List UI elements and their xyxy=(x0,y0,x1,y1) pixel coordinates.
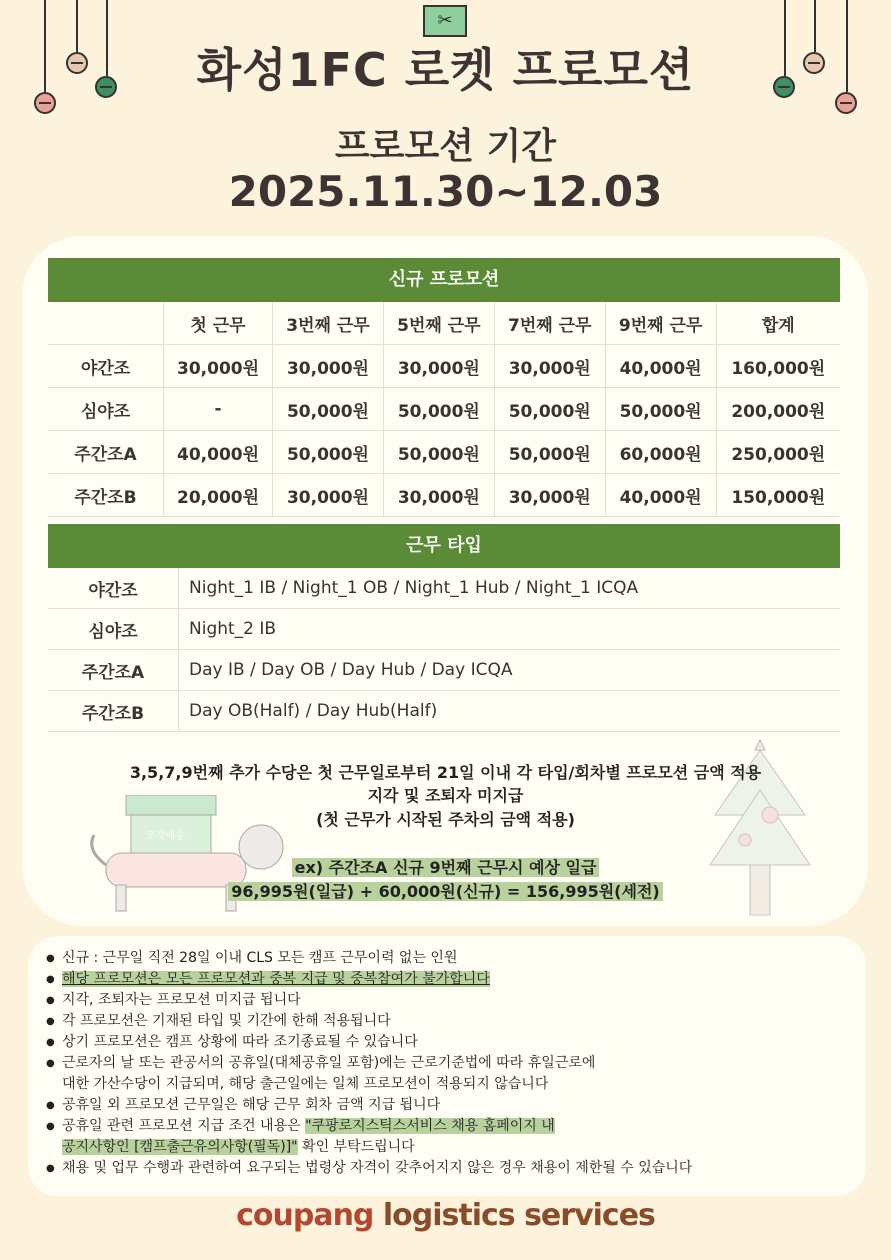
list-item xyxy=(46,948,846,969)
row-label: 야간조 xyxy=(48,345,164,388)
list-item xyxy=(46,1158,846,1179)
table-row xyxy=(48,345,840,388)
table-cell: 40,000원 xyxy=(164,431,273,474)
table-cell: 30,000원 xyxy=(164,345,273,388)
list-item xyxy=(46,1032,846,1053)
example-text: ex) 주간조A 신규 9번째 근무시 예상 일급 xyxy=(292,858,600,877)
note-line: (첫 근무가 시작된 주차의 금액 적용) xyxy=(316,810,575,829)
list-item xyxy=(46,1116,846,1158)
table-cell: Day IB / Day OB / Day Hub / Day ICQA xyxy=(179,650,841,691)
list-item-text: 공휴일 관련 프로모션 지급 조건 내용은 xyxy=(62,1118,306,1134)
table-cell: 250,000원 xyxy=(716,431,840,474)
table-cell: 30,000원 xyxy=(273,345,384,388)
table-cell: 60,000원 xyxy=(605,431,716,474)
list-item-text: 공지사항인 [캠프출근유의사항(필독)]" xyxy=(62,1139,298,1155)
table-row xyxy=(48,388,840,431)
table-cell: 40,000원 xyxy=(605,345,716,388)
table-row xyxy=(48,568,840,609)
example-line xyxy=(0,855,891,878)
table-cell: 50,000원 xyxy=(273,431,384,474)
row-label: 주간조A xyxy=(48,650,179,691)
list-item xyxy=(46,969,846,990)
table-cell: 50,000원 xyxy=(605,388,716,431)
table-cell: 50,000원 xyxy=(494,431,605,474)
column-header: 7번째 근무 xyxy=(494,302,605,345)
table-cell: Night_2 IB xyxy=(179,609,841,650)
table-cell: 20,000원 xyxy=(164,474,273,517)
column-header: 합계 xyxy=(716,302,840,345)
page-title: 화성1FC 로켓 프로모션 xyxy=(196,43,695,97)
column-header: 첫 근무 xyxy=(164,302,273,345)
table-cell: 30,000원 xyxy=(494,474,605,517)
row-label: 야간조 xyxy=(48,568,179,609)
table-row xyxy=(48,474,840,517)
row-label: 심야조 xyxy=(48,388,164,431)
row-label: 주간조A xyxy=(48,431,164,474)
list-item-text: 확인 부탁드립니다 xyxy=(297,1139,415,1155)
row-label: 주간조B xyxy=(48,691,179,732)
table-header-row xyxy=(48,302,840,345)
row-label: 심야조 xyxy=(48,609,179,650)
list-item xyxy=(46,1053,846,1095)
column-header: 3번째 근무 xyxy=(273,302,384,345)
work-type-table xyxy=(48,568,840,732)
table-cell: 30,000원 xyxy=(383,345,494,388)
list-item-text: 지각, 조퇴자는 프로모션 미지급 됩니다 xyxy=(62,992,301,1008)
table-row xyxy=(48,431,840,474)
notice-list xyxy=(46,948,846,1179)
note-line: 지각 및 조퇴자 미지급 xyxy=(367,786,524,805)
list-item-text: 공휴일 외 프로모션 근무일은 해당 근무 회차 금액 지급 됩니다 xyxy=(62,1097,441,1113)
list-item xyxy=(46,1095,846,1116)
work-type-section-title: 근무 타입 xyxy=(48,524,840,568)
list-item-text: "쿠팡로지스틱스서비스 채용 홈페이지 내 xyxy=(305,1118,555,1134)
promo-section-title: 신규 프로모션 xyxy=(48,258,840,302)
list-item xyxy=(46,1011,846,1032)
table-row xyxy=(48,650,840,691)
list-item-text: 상기 프로모션은 캠프 상황에 따라 조기종료될 수 있습니다 xyxy=(62,1034,418,1050)
column-header xyxy=(48,302,164,345)
column-header: 9번째 근무 xyxy=(605,302,716,345)
row-label: 주간조B xyxy=(48,474,164,517)
logo-word: coupang xyxy=(236,1198,374,1233)
table-cell: 30,000원 xyxy=(494,345,605,388)
table-cell: 200,000원 xyxy=(716,388,840,431)
table-cell: Day OB(Half) / Day Hub(Half) xyxy=(179,691,841,732)
gift-ribbon-icon: ✂ xyxy=(423,5,467,37)
example-line xyxy=(0,879,891,902)
table-cell: 50,000원 xyxy=(494,388,605,431)
list-item-text: 신규 : 근무일 직전 28일 이내 CLS 모든 캠프 근무이력 없는 인원 xyxy=(62,950,458,966)
table-cell: 50,000원 xyxy=(383,431,494,474)
table-cell: 50,000원 xyxy=(383,388,494,431)
table-row xyxy=(48,691,840,732)
promo-table xyxy=(48,302,840,517)
list-item xyxy=(46,990,846,1011)
table-cell: 30,000원 xyxy=(273,474,384,517)
table-cell: 160,000원 xyxy=(716,345,840,388)
table-cell: 50,000원 xyxy=(273,388,384,431)
table-cell: 150,000원 xyxy=(716,474,840,517)
list-item-text: 해당 프로모션은 모든 프로모션과 중복 지급 및 중복참여가 불가합니다 xyxy=(62,971,490,987)
list-item-text: 채용 및 업무 수행과 관련하여 요구되는 법령상 자격이 갖추어지지 않은 경우 채용이 제한될 수 있습니다 xyxy=(62,1160,693,1176)
gift-box-label: 로켓배송 xyxy=(146,831,185,842)
example-text: 96,995원(일급) + 60,000원(신규) = 156,995원(세전) xyxy=(228,882,662,901)
list-item-text: 각 프로모션은 기재된 타입 및 기간에 한해 적용됩니다 xyxy=(62,1013,391,1029)
list-item-text: 근로자의 날 또는 관공서의 공휴일(대체공휴일 포함)에는 근로기준법에 따라 휴일근로에 xyxy=(62,1055,596,1071)
table-cell: 40,000원 xyxy=(605,474,716,517)
list-item-text: 대한 가산수당이 지급되며, 해당 출근일에는 일체 프로모션이 적용되지 않습니다 xyxy=(62,1076,549,1092)
period-label: 프로모션 기간 xyxy=(334,126,557,167)
logo-word: logistics services xyxy=(382,1198,655,1233)
table-row xyxy=(48,609,840,650)
note-line: 3,5,7,9번째 추가 수당은 첫 근무일로부터 21일 이내 각 타입/회차별 프로모션 금액 적용 xyxy=(129,763,762,782)
period-dates: 2025.11.30~12.03 xyxy=(228,167,663,216)
table-cell: 30,000원 xyxy=(383,474,494,517)
column-header: 5번째 근무 xyxy=(383,302,494,345)
table-cell: - xyxy=(164,388,273,431)
coupang-logo xyxy=(0,1198,891,1233)
table-cell: Night_1 IB / Night_1 OB / Night_1 Hub / Night_1 ICQA xyxy=(179,568,841,609)
